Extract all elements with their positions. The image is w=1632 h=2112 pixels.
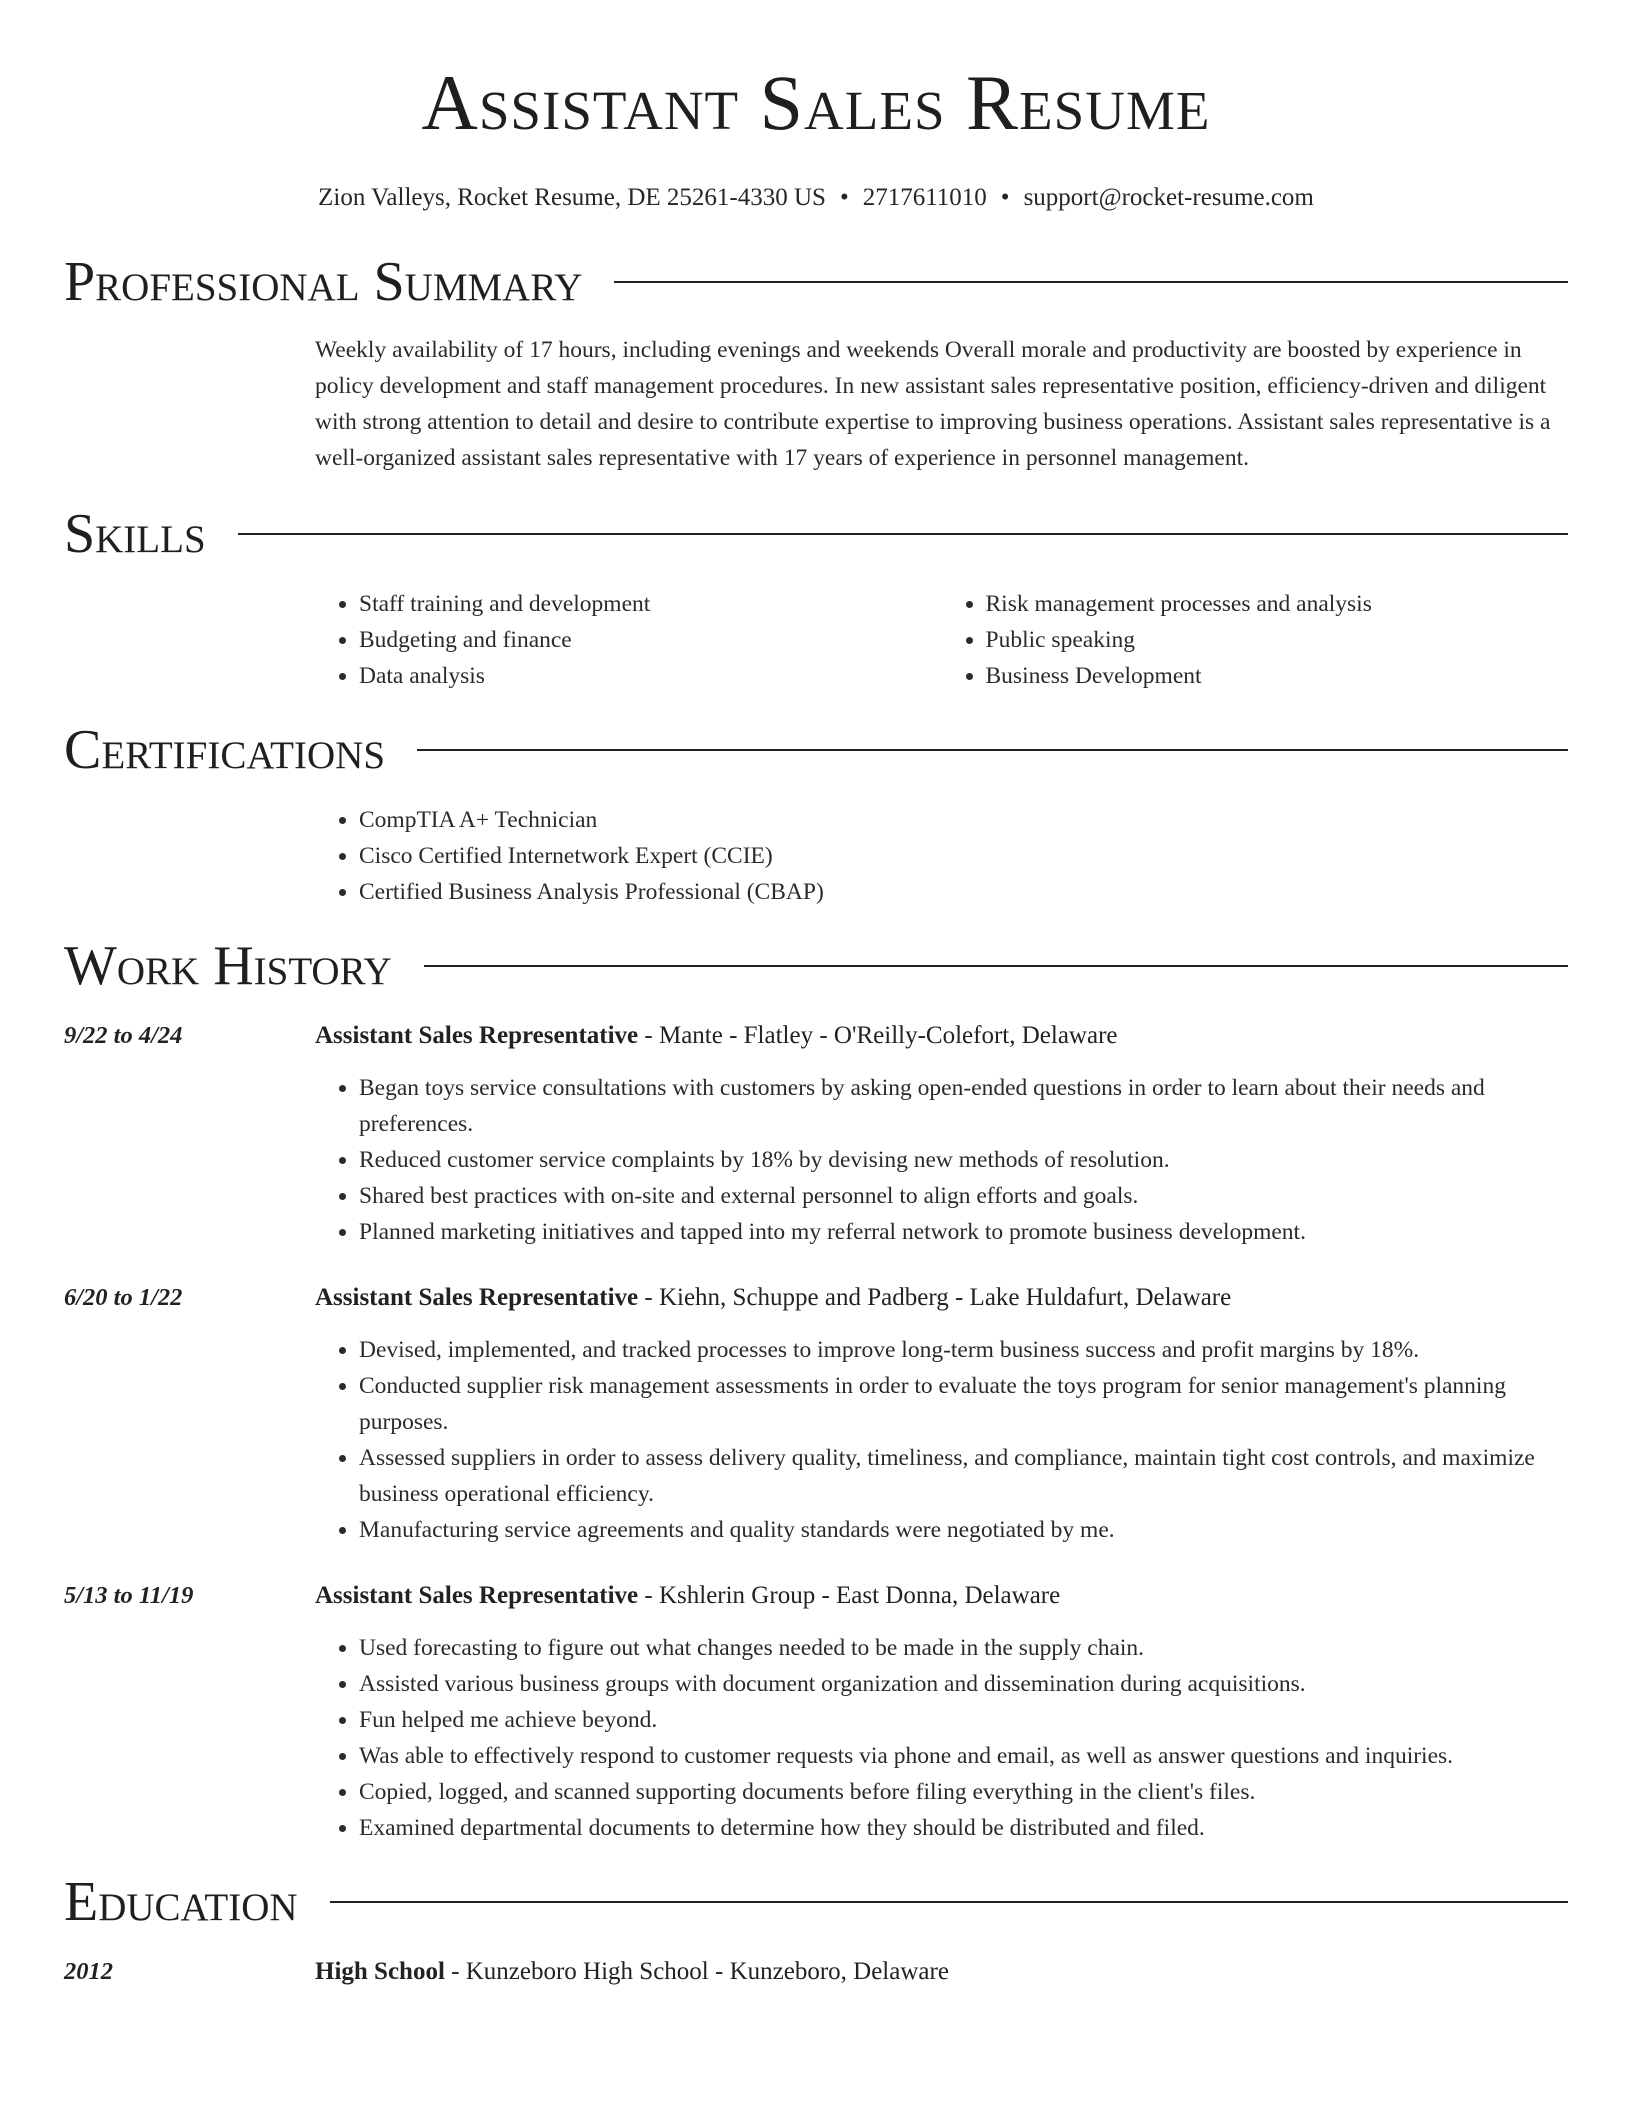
skill-item: • Business Development — [986, 658, 1569, 694]
job-headline — [315, 1018, 1568, 1054]
job-bullet: • Fun helped me achieve beyond. — [359, 1702, 1568, 1738]
skill-item: • Data analysis — [359, 658, 942, 694]
education-entry — [64, 1954, 1568, 1990]
work-section-header — [64, 936, 1568, 996]
job-company: - Kshlerin Group - East Donna, Delaware — [638, 1582, 1061, 1609]
certification-item: • CompTIA A+ Technician — [359, 802, 1568, 838]
section-divider — [614, 281, 1568, 283]
job-entry — [64, 1578, 1568, 1846]
education-section-header — [64, 1872, 1568, 1932]
job-bullet: • Used forecasting to figure out what changes needed to be made in the supply chain. — [359, 1630, 1568, 1666]
contact-separator: • — [839, 184, 849, 211]
job-bullet: • Assisted various business groups with document organization and dissemination during acquisitions. — [359, 1666, 1568, 1702]
education-degree: High School — [315, 1958, 445, 1985]
job-title: Assistant Sales Representative — [315, 1582, 639, 1609]
education-date: 2012 — [64, 1958, 113, 1985]
job-bullet: • Copied, logged, and scanned supporting documents before filing everything in the client's files. — [359, 1774, 1568, 1810]
job-bullets — [315, 1070, 1568, 1250]
job-bullet: • Assessed suppliers in order to assess delivery quality, timeliness, and compliance, maintain tight cost controls, and maximize business operational efficiency. — [359, 1440, 1568, 1512]
section-divider — [424, 965, 1568, 967]
skills-list — [315, 586, 1568, 694]
job-bullet: • Planned marketing initiatives and tapped into my referral network to promote business development. — [359, 1214, 1568, 1250]
job-date: 9/22 to 4/24 — [64, 1022, 183, 1049]
job-bullet: • Was able to effectively respond to customer requests via phone and email, as well as answer questions and inquiries. — [359, 1738, 1568, 1774]
job-headline — [315, 1280, 1568, 1316]
section-divider — [330, 1901, 1568, 1903]
job-bullet: • Shared best practices with on-site and external personnel to align efforts and goals. — [359, 1178, 1568, 1214]
certifications-heading: Certifications — [64, 719, 386, 781]
skills-heading: Skills — [64, 503, 206, 565]
job-headline — [315, 1578, 1568, 1614]
certification-item: • Certified Business Analysis Professional (CBAP) — [359, 874, 1568, 910]
job-entry — [64, 1018, 1568, 1250]
skill-item: • Budgeting and finance — [359, 622, 942, 658]
job-bullets — [315, 1332, 1568, 1548]
job-bullets — [315, 1630, 1568, 1846]
skills-section-header — [64, 504, 1568, 564]
job-bullet: • Manufacturing service agreements and quality standards were negotiated by me. — [359, 1512, 1568, 1548]
job-title: Assistant Sales Representative — [315, 1284, 639, 1311]
job-entry — [64, 1280, 1568, 1548]
resume-title: Assistant Sales Resume — [421, 59, 1211, 146]
skill-item: • Risk management processes and analysis — [986, 586, 1569, 622]
job-bullet: • Conducted supplier risk management assessments in order to evaluate the toys program for senior management's planning purposes. — [359, 1368, 1568, 1440]
summary-text: Weekly availability of 17 hours, including evenings and weekends Overall morale and productivity are boosted by experience in policy development and staff management procedures. In new assistant sales representative position, efficiency-driven and diligent with strong attention to detail and desire to contribute expertise to improving business operations. Assistant sales representative is a well-organized assistant sales representative with 17 years of experience in personnel management. — [315, 337, 1551, 471]
certifications-list — [315, 802, 1568, 910]
contact-address: Zion Valleys, Rocket Resume, DE 25261-4330 US — [318, 184, 826, 211]
contact-phone: 2717611010 — [862, 184, 987, 211]
contact-email: support@rocket-resume.com — [1023, 184, 1314, 211]
job-bullet: • Devised, implemented, and tracked processes to improve long-term business success and profit margins by 18%. — [359, 1332, 1568, 1368]
summary-heading: Professional Summary — [64, 251, 583, 313]
job-company: - Mante - Flatley - O'Reilly-Colefort, Delaware — [638, 1022, 1118, 1049]
skills-column-left — [315, 586, 942, 694]
section-divider — [238, 533, 1568, 535]
job-bullet: • Began toys service consultations with customers by asking open-ended questions in order to learn about their needs and preferences. — [359, 1070, 1568, 1142]
summary-section-header — [64, 252, 1568, 312]
education-headline — [315, 1954, 1568, 1990]
job-date: 6/20 to 1/22 — [64, 1284, 183, 1311]
skill-item: • Staff training and development — [359, 586, 942, 622]
job-title: Assistant Sales Representative — [315, 1022, 639, 1049]
skills-column-right — [942, 586, 1569, 694]
job-date: 5/13 to 11/19 — [64, 1582, 194, 1609]
education-heading: Education — [64, 1871, 298, 1933]
contact-separator: • — [1000, 184, 1010, 211]
education-school: - Kunzeboro High School - Kunzeboro, Delaware — [444, 1958, 949, 1985]
certifications-section-header — [64, 720, 1568, 780]
job-company: - Kiehn, Schuppe and Padberg - Lake Huldafurt, Delaware — [638, 1284, 1232, 1311]
certification-item: • Cisco Certified Internetwork Expert (CCIE) — [359, 838, 1568, 874]
job-bullet: • Examined departmental documents to determine how they should be distributed and filed. — [359, 1810, 1568, 1846]
skill-item: • Public speaking — [986, 622, 1569, 658]
section-divider — [417, 749, 1568, 751]
work-heading: Work History — [64, 935, 392, 997]
job-bullet: • Reduced customer service complaints by 18% by devising new methods of resolution. — [359, 1142, 1568, 1178]
contact-line — [64, 182, 1568, 214]
